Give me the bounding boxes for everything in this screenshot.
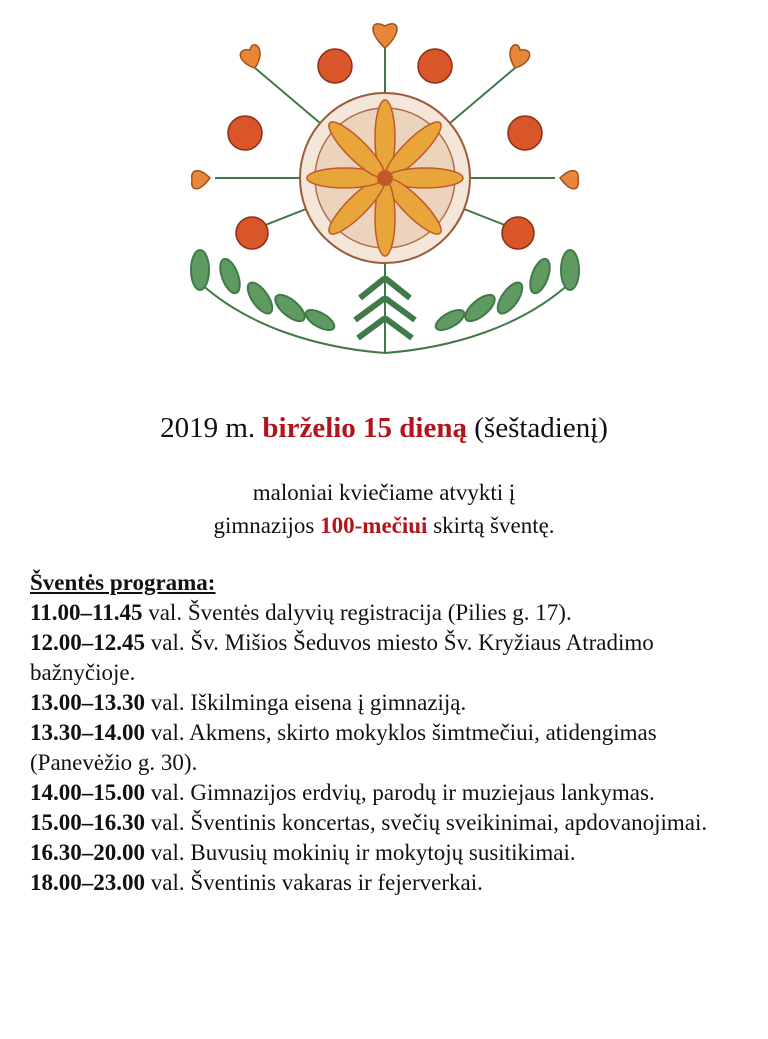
weekday-text: (šeštadienį) (474, 412, 608, 444)
year-text: 2019 m. (160, 412, 256, 444)
anniversary-highlight: 100-mečiui (320, 513, 428, 538)
invite-line-2: gimnazijos 100-mečiui skirtą šventę. (213, 513, 555, 538)
event-program (30, 568, 750, 898)
program-item: 14.00–15.00 val. Gimnazijos erdvių, parodų ir muziejaus lankymas. (30, 780, 655, 805)
invite-line-1: maloniai kviečiame atvykti į (252, 480, 516, 505)
event-date: birželio 15 dieną (262, 412, 467, 444)
program-item: 13.30–14.00 val. Akmens, skirto mokyklos šimtmečiui, atidengimas (Panevėžio g. 30). (30, 720, 657, 775)
program-item: 11.00–11.45 val. Šventės dalyvių registracija (Pilies g. 17). (30, 600, 572, 625)
program-title: Šventės programa: (30, 570, 216, 595)
invitation-text (0, 476, 768, 542)
stem-and-leaves (191, 250, 579, 353)
program-item: 13.00–13.30 val. Iškilminga eisena į gimnaziją. (30, 690, 467, 715)
program-item: 12.00–12.45 val. Šv. Mišios Šeduvos miesto Šv. Kryžiaus Atradimo bažnyčioje. (30, 630, 654, 685)
event-date-headline (0, 410, 768, 446)
program-item: 18.00–23.00 val. Šventinis vakaras ir fejerverkai. (30, 870, 483, 895)
central-flower (300, 93, 470, 263)
program-item: 15.00–16.30 val. Šventinis koncertas, svečių sveikinimai, apdovanojimai. (30, 810, 708, 835)
program-item: 16.30–20.00 val. Buvusių mokinių ir mokytojų susitikimai. (30, 840, 576, 865)
folk-flower-ornament (160, 8, 610, 360)
